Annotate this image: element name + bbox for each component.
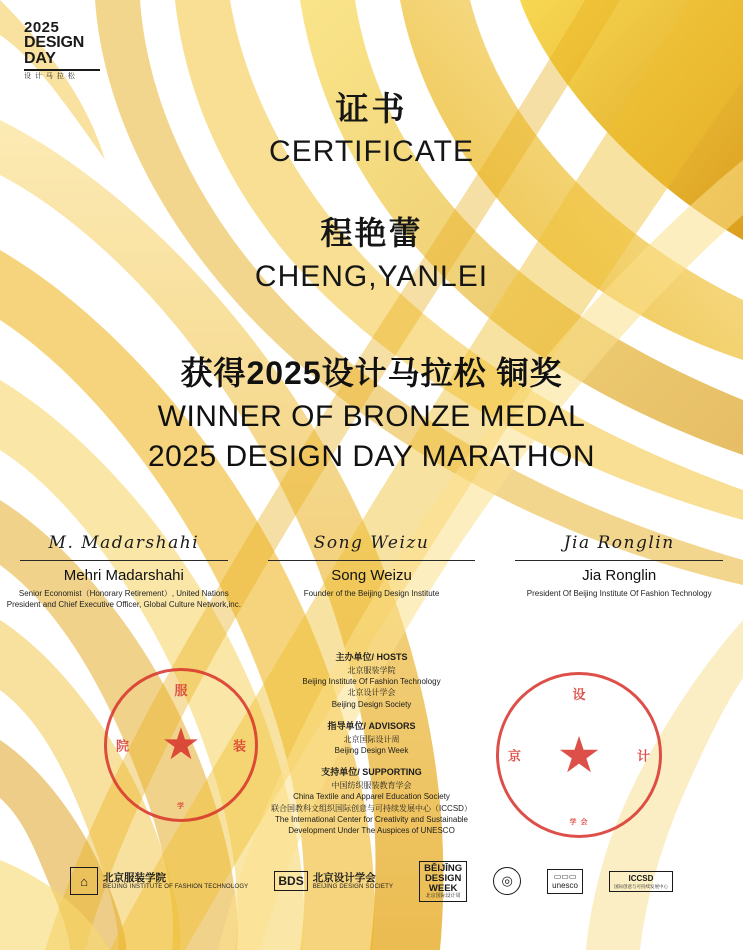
bift-name-en: BEIJING INSTITUTE OF FASHION TECHNOLOGY [103,883,249,890]
hosts-line-2: Beijing Institute Of Fashion Technology [302,677,441,687]
recipient-name [0,208,743,294]
supporting-line-2: China Textile and Apparel Education Society [293,792,450,802]
bift-mark-icon: ⌂ [70,867,98,895]
signature-block-1 [0,528,248,611]
supporting-line-1: 中国纺织服装教育学会 [331,781,412,791]
supporting-heading: 支持单位/ SUPPORTING [321,767,422,778]
signature-name-2: Song Weizu [331,567,412,584]
award-text-en-line2: 2025 DESIGN DAY MARATHON [147,440,596,473]
signature-block-3 [495,528,743,611]
supporting-line-5: Development Under The Auspices of UNESCO [288,825,455,835]
signature-name-1: Mehri Madarshahi [63,567,184,584]
brand-divider [24,69,100,71]
seal-right-char-left: 京 [508,748,522,764]
seal-star-icon: ★ [556,727,602,783]
brand-line-day: DAY [24,50,56,67]
signature-rule-2 [268,560,475,561]
unesco-mark-icon: ▭▭▭ [553,871,577,881]
signature-rule-3 [515,560,722,561]
seal-star-icon: ★ [161,720,201,769]
signature-block-2 [248,528,496,611]
brand-logo [24,20,110,80]
bds-name-cn: 北京设计学会 [312,871,376,884]
hosts-line-3: 北京设计学会 [347,688,396,698]
signature-name-3: Jia Ronglin [582,567,657,584]
seal-left-char-bottom: 学 [177,803,185,810]
advisors-heading: 指导单位/ ADVISORS [327,720,416,731]
signature-script-2: Song Weizu [313,533,430,553]
bift-name-cn: 北京服装学院 [103,871,167,884]
bds-name-en: BEIJING DESIGN SOCIETY [312,883,394,890]
bdw-line-3: WEEK [428,882,458,894]
recipient-name-cn: 程艳蕾 [320,215,423,251]
hosts-line-4: Beijing Design Society [331,699,412,709]
iccsd-label: ICCSD [628,873,654,883]
emblem-circle-icon: ◎ [493,867,521,895]
seal-design-society [496,672,662,838]
seal-left-char-top: 服 [174,683,188,698]
supporting-line-4: The International Center for Creativity and Sustainable [275,814,468,824]
advisors-line-2: Beijing Design Week [334,745,409,755]
unesco-label: unesco [552,881,578,891]
footer-logo-beijing-design-week [419,861,467,902]
award-text-en-line1: WINNER OF BRONZE MEDAL [157,400,586,433]
bdw-line-1: BĚIJĪNG [424,862,463,874]
seal-right-char-top: 设 [572,687,586,702]
seal-right-char-right: 计 [636,748,650,764]
bdw-sub-cn: 北京国际设计周 [425,892,461,899]
seal-left-char-left: 院 [116,738,130,754]
signature-role-1: Senior Economist（Honorary Retirement）, United Nations President and Chief Executive Officer, Global Culture Network,inc. [6,589,241,609]
supporting-line-3: 联合国教科文组织国际创意与可持续发展中心（ICCSD） [271,803,472,813]
signature-role-2: Founder of the Beijing Design Institute [303,589,440,598]
title-cn: 证书 [335,90,408,127]
brand-year: 2025 [24,19,60,36]
signature-row [0,528,743,611]
recipient-name-en: CHENG,YANLEI [254,260,489,293]
title-en: CERTIFICATE [269,135,474,169]
iccsd-sub-cn: 国际创意与可持续发展中心 [613,883,668,889]
signature-rule-1 [20,560,227,561]
footer-logo-iccsd [609,871,673,892]
signature-role-3: President Of Beijing Institute Of Fashion Technology [526,589,712,598]
footer-logo-bds [274,871,393,891]
award-statement [0,348,743,474]
footer-logo-bift [70,867,248,895]
bds-badge: BDS [274,871,307,891]
bdw-line-2: DESIGN [424,872,462,884]
brand-line-design: DESIGN [24,34,85,51]
hosts-heading: 主办单位/ HOSTS [335,652,408,662]
award-text-cn: 获得2025设计马拉松 铜奖 [180,355,563,391]
signature-script-1: M. Madarshahi [48,533,200,553]
footer-logo-unesco [547,869,583,894]
hosts-line-1: 北京服装学院 [347,666,396,675]
footer-logo-row [0,861,743,902]
footer-logo-emblem [493,867,521,895]
certificate-heading [0,88,743,169]
advisors-line-1: 北京国际设计周 [343,734,400,744]
seal-right-char-bottom: 学 会 [569,819,589,826]
seal-left-char-right: 装 [232,738,246,754]
seal-bift [104,668,258,822]
signature-script-3: Jia Ronglin [563,533,675,553]
brand-subtitle-cn: 设 计 马 拉 松 [24,73,76,80]
